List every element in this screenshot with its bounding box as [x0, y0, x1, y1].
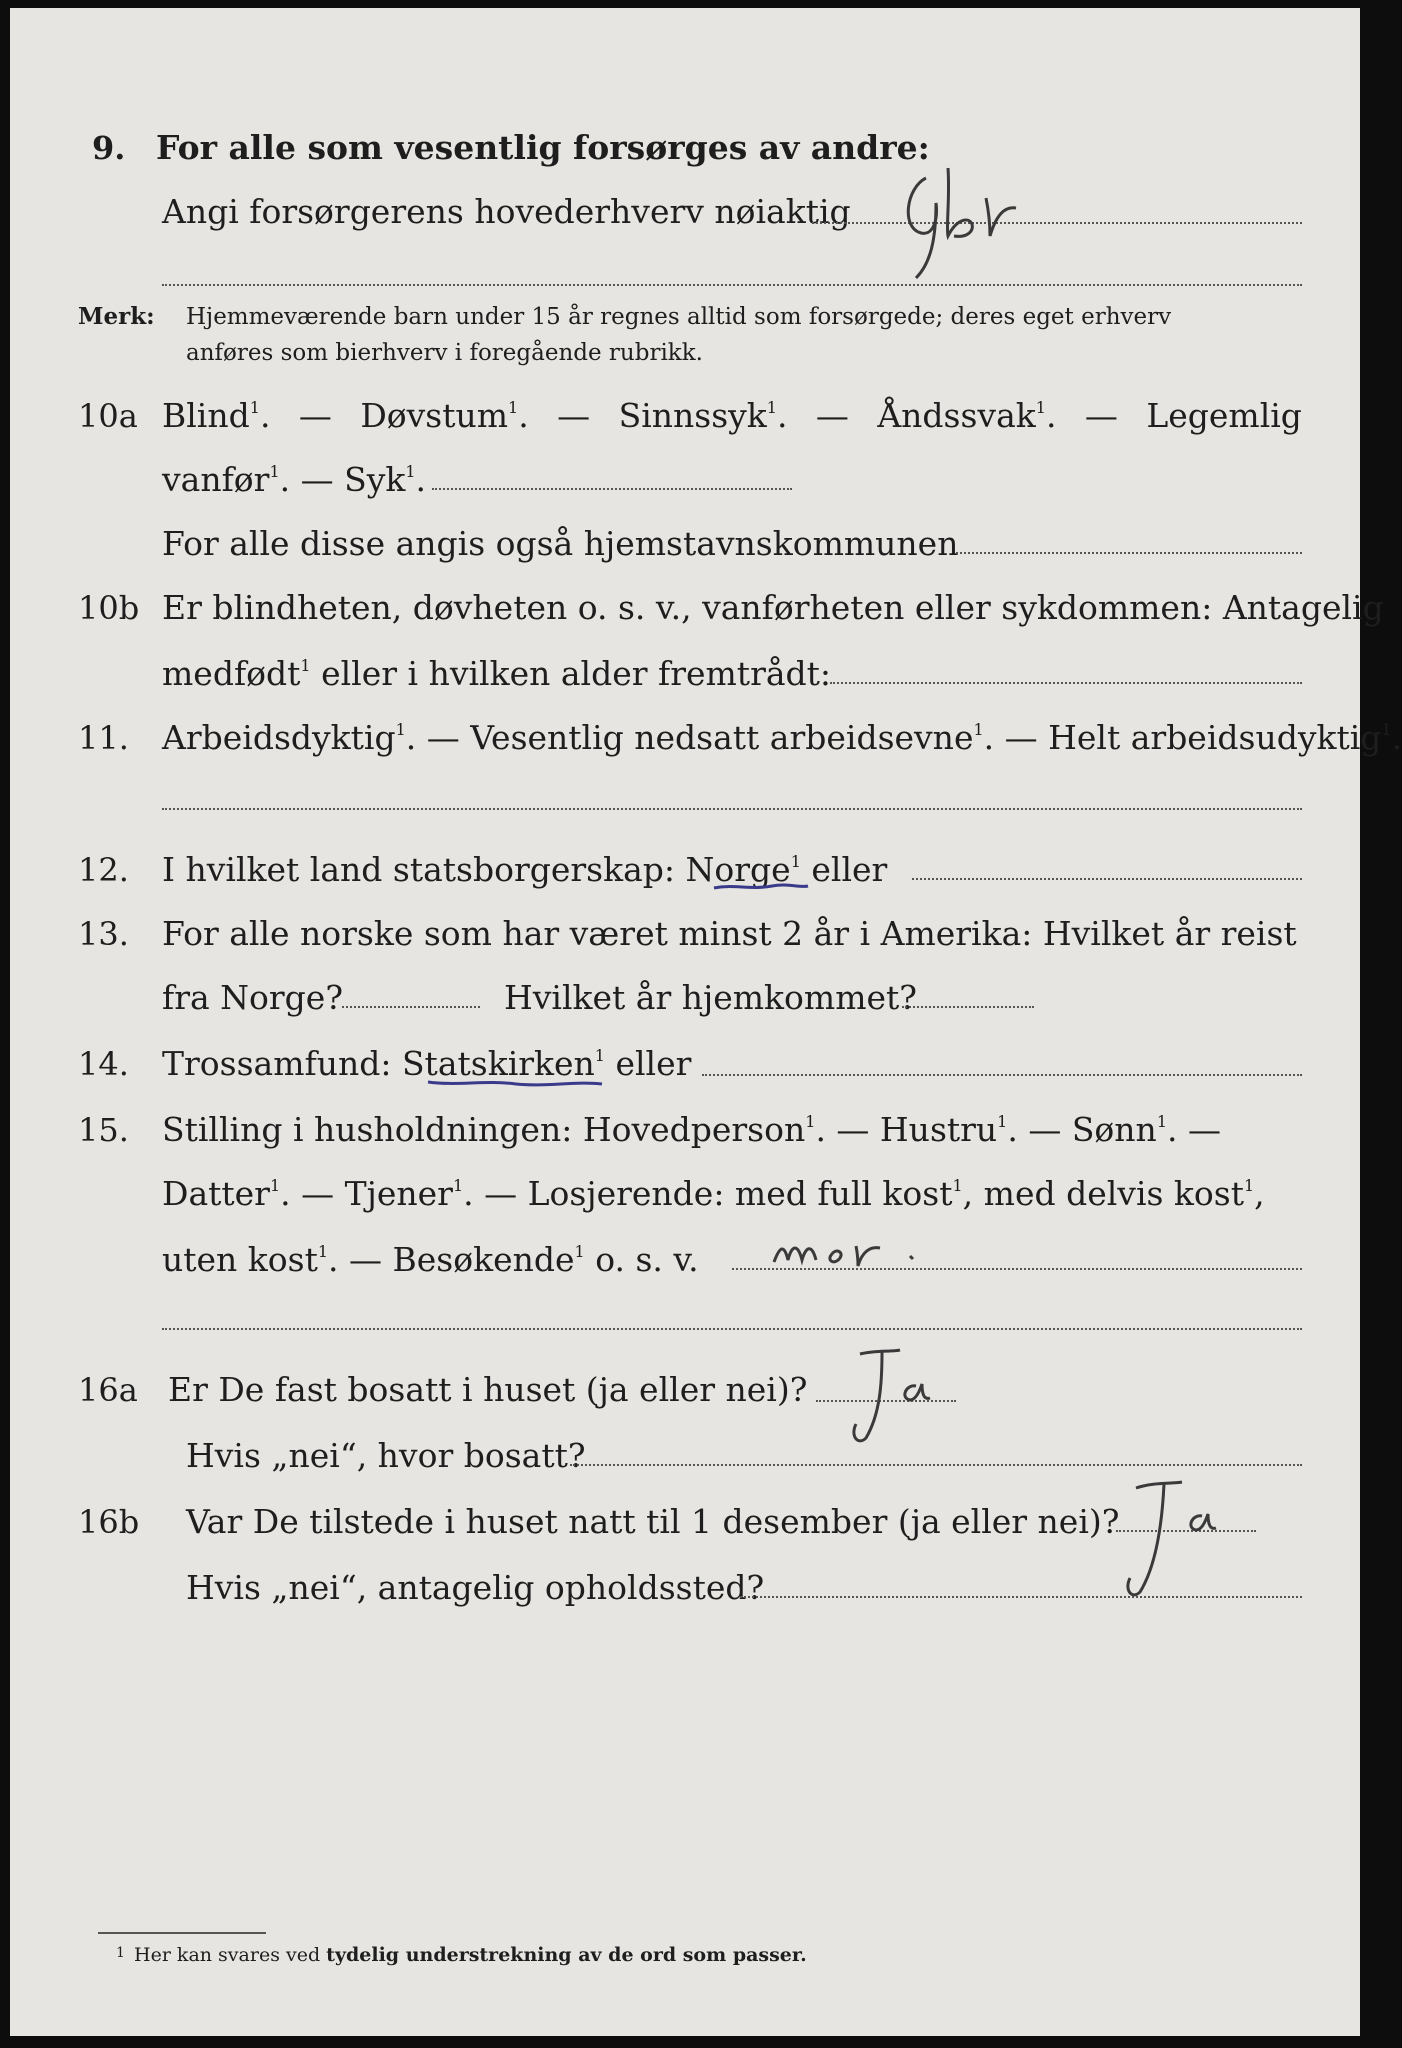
q10b-answer-line[interactable] — [830, 682, 1302, 684]
merk-label: Merk: — [78, 303, 155, 330]
q10b-line2: medfødt$^1$ eller i hvilken alder fremtrådt: — [162, 654, 832, 693]
q11-line: Arbeidsdyktig$^1$. — Vesentlig nedsatt arbeidsevne$^1$. — Helt arbeidsudyktig$^1$. — [162, 718, 1402, 757]
q9-title: For alle som vesentlig forsørges av andre: — [156, 128, 930, 167]
q10a-syk-line[interactable] — [432, 488, 792, 490]
q13-line2b: Hvilket år hjemkommet? — [504, 978, 917, 1017]
q13-line1: For alle norske som har været minst 2 år i Amerika: Hvilket år reist — [162, 914, 1297, 953]
q10a-hjemstavn-line[interactable] — [956, 552, 1302, 554]
q13-line2a: fra Norge? — [162, 978, 344, 1017]
q16b-handwriting-ja — [1106, 1476, 1226, 1606]
merk-line2: anføres som bierhverv i foregående rubrikk. — [186, 340, 703, 366]
q12-answer-line[interactable] — [912, 878, 1302, 880]
q13-reist-line[interactable] — [342, 1006, 480, 1008]
q12-number: 12. — [78, 851, 129, 889]
q16a-handwriting-ja — [830, 1344, 940, 1454]
q10b-line1: Er blindheten, døvheten o. s. v., vanførheten eller sykdommen: Antagelig — [162, 588, 1384, 627]
q12-norge: Norge — [685, 850, 791, 889]
q11-answer-line[interactable] — [162, 808, 1302, 810]
merk-line1: Hjemmeværende barn under 15 år regnes alltid som forsørgede; deres eget erhverv — [186, 304, 1172, 330]
q10a-legemlig: Legemlig — [1146, 396, 1302, 435]
q10b-number: 10b — [78, 589, 140, 627]
q10a-line3: For alle disse angis også hjemstavnskommunen — [162, 524, 959, 563]
q16b-opholdssted-line[interactable] — [740, 1596, 1302, 1598]
q14-line: Trossamfund: Statskirken$^1$ eller — [162, 1044, 692, 1083]
q14-statskirken: Statskirken — [401, 1044, 595, 1083]
q16b-line2: Hvis „nei“, antagelig opholdssted? — [186, 1568, 765, 1607]
q9-handwriting-gbr — [886, 158, 1066, 288]
q10a-andssvak: Åndssvak$^1$. — [877, 396, 1057, 435]
q16a-bosatt-line[interactable] — [570, 1464, 1302, 1466]
q10a-line1: Blind$^1$. — Døvstum$^1$. — Sinnssyk$^1$. — Åndssvak$^1$. — Legemlig — [162, 396, 1302, 435]
q10a-sinnssyk: Sinnssyk$^1$. — [618, 396, 788, 435]
q10a-number: 10a — [78, 397, 138, 435]
q14-statskirken-underline — [426, 1076, 606, 1092]
q10a-blind: Blind$^1$. — [162, 396, 271, 435]
census-form-page — [10, 8, 1402, 2036]
q15-line3: uten kost$^1$. — Besøkende$^1$ o. s. v. — [162, 1240, 699, 1279]
q15-number: 15. — [78, 1111, 129, 1149]
q16a-line2: Hvis „nei“, hvor bosatt? — [186, 1436, 586, 1475]
q16b-number: 16b — [78, 1503, 140, 1541]
q14-number: 14. — [78, 1045, 129, 1083]
footnote-rule — [98, 1932, 266, 1934]
q12-norge-underline — [712, 880, 812, 896]
q9-number: 9. — [92, 129, 126, 167]
q15-extra-line — [162, 1328, 1302, 1330]
q15-line2: Datter$^1$. — Tjener$^1$. — Losjerende: med full kost$^1$, med delvis kost$^1$, — [162, 1174, 1265, 1213]
q10a-dovstum: Døvstum$^1$. — [360, 396, 529, 435]
q16a-line1: Er De fast bosatt i huset (ja eller nei)? — [168, 1370, 808, 1409]
footnote: 1 Her kan svares ved tydelig understrekning av de ord som passer. — [134, 1940, 807, 1970]
q16b-line1: Var De tilstede i huset natt til 1 desember (ja eller nei)? — [186, 1502, 1120, 1541]
footnote-marker: 1 — [116, 1945, 125, 1961]
q9-label: Angi forsørgerens hovederhverv nøiaktig — [162, 192, 851, 231]
q9-extra-line — [162, 284, 1302, 286]
q15-line1: Stilling i husholdningen: Hovedperson$^1$. — Hustru$^1$. — Sønn$^1$. — — [162, 1110, 1221, 1149]
q12-line: I hvilket land statsborgerskap: Norge$^1$ eller — [162, 850, 888, 889]
q13-hjemkommet-line[interactable] — [902, 1006, 1034, 1008]
q13-number: 13. — [78, 915, 129, 953]
q16a-number: 16a — [78, 1371, 138, 1409]
q10a-line2: vanfør$^1$. — Syk$^1$. — [162, 460, 427, 499]
q11-number: 11. — [78, 719, 129, 757]
q14-answer-line[interactable] — [702, 1074, 1302, 1076]
q15-handwriting-mor — [770, 1226, 930, 1276]
